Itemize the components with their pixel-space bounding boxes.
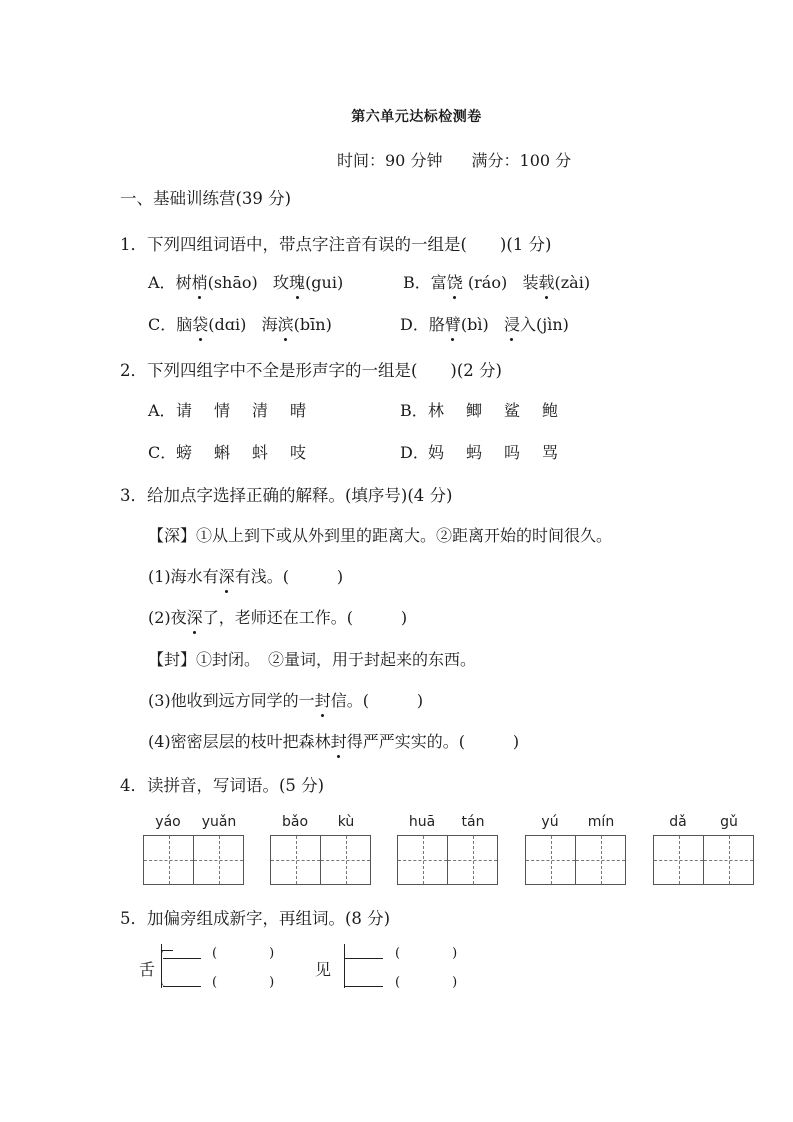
pinyin: dǎ (669, 814, 687, 830)
q3-sentence-1[interactable]: (1)海水有深有浅。( ) (148, 564, 343, 587)
q2-option-c[interactable]: C．螃 蝌 蚪 吱 (148, 443, 307, 462)
answer-line[interactable] (163, 958, 201, 959)
grid-cell[interactable] (703, 836, 753, 884)
q3-sentence-4[interactable]: (4)密密层层的枝叶把森林封得严严实实的。( ) (148, 729, 519, 752)
definition-shen: 【深】①从上到下或从外到里的距离大。②距离开始的时间很久。 (148, 526, 613, 545)
grid-cell[interactable] (144, 836, 193, 884)
grid-cell[interactable] (320, 836, 370, 884)
grid-cell[interactable] (575, 836, 625, 884)
pinyin: yáo (155, 814, 181, 830)
base-char-jian: 见 (315, 960, 332, 979)
brace-icon (344, 944, 345, 988)
pinyin: yú (541, 814, 559, 830)
question-3-stem: 3．给加点字选择正确的解释。(填序号)(4 分) (120, 486, 453, 505)
brace-icon (161, 944, 162, 988)
q3-sentence-2[interactable]: (2)夜深了，老师还在工作。( ) (148, 605, 407, 628)
q1-option-a[interactable]: A．树梢(shāo) 玫瑰(gui) (148, 270, 343, 293)
writing-grid-4[interactable] (525, 835, 626, 885)
answer-line[interactable] (345, 958, 383, 959)
writing-grid-5[interactable] (653, 835, 754, 885)
pinyin: kù (337, 814, 355, 830)
question-1-stem: 1．下列四组词语中，带点字注音有误的一组是( )(1 分) (120, 235, 552, 254)
pinyin: gǔ (720, 814, 738, 830)
answer-line[interactable] (163, 986, 201, 987)
exam-meta (337, 148, 571, 171)
time-limit: 时间：90 分钟 (337, 151, 443, 170)
grid-cell[interactable] (526, 836, 575, 884)
q2-option-b[interactable]: B．林 鲫 鲨 鲍 (400, 401, 559, 420)
full-score: 满分：100 分 (471, 151, 572, 170)
definition-feng: 【封】①封闭。 ②量词，用于封起来的东西。 (148, 650, 477, 669)
pinyin: yuǎn (201, 814, 237, 830)
q1-option-b[interactable]: B．富饶 (ráo) 装载(zài) (403, 270, 590, 293)
brace-top (161, 950, 173, 951)
pinyin: tán (461, 814, 485, 830)
writing-grid-2[interactable] (270, 835, 371, 885)
grid-cell[interactable] (447, 836, 497, 884)
word-blank[interactable]: ( ) (395, 946, 458, 961)
q1-option-c[interactable]: C．脑袋(dɑi) 海滨(bīn) (148, 312, 332, 335)
grid-cell[interactable] (193, 836, 243, 884)
page-title: 第六单元达标检测卷 (351, 109, 482, 125)
base-char-she: 舌 (139, 960, 156, 979)
pinyin: bǎo (281, 814, 309, 830)
grid-cell[interactable] (271, 836, 320, 884)
question-4-stem: 4．读拼音，写词语。(5 分) (120, 776, 325, 795)
q2-option-d[interactable]: D．妈 蚂 吗 骂 (400, 443, 559, 462)
question-5-stem: 5．加偏旁组成新字，再组词。(8 分) (120, 909, 391, 928)
word-blank[interactable]: ( ) (212, 946, 275, 961)
word-blank[interactable]: ( ) (395, 975, 458, 990)
q1-option-d[interactable]: D．胳臂(bì) 浸入(jìn) (400, 312, 569, 335)
writing-grid-1[interactable] (143, 835, 244, 885)
q2-option-a[interactable]: A．请 情 清 晴 (148, 401, 307, 420)
grid-cell[interactable] (398, 836, 447, 884)
pinyin: huā (408, 814, 436, 830)
grid-cell[interactable] (654, 836, 703, 884)
answer-line[interactable] (345, 986, 383, 987)
writing-grid-3[interactable] (397, 835, 498, 885)
q3-sentence-3[interactable]: (3)他收到远方同学的一封信。( ) (148, 688, 423, 711)
pinyin: mín (587, 814, 615, 830)
word-blank[interactable]: ( ) (212, 975, 275, 990)
brace-icon (161, 950, 173, 986)
section-heading: 一、基础训练营(39 分) (120, 189, 292, 208)
question-2-stem: 2．下列四组字中不全是形声字的一组是( )(2 分) (120, 361, 502, 380)
